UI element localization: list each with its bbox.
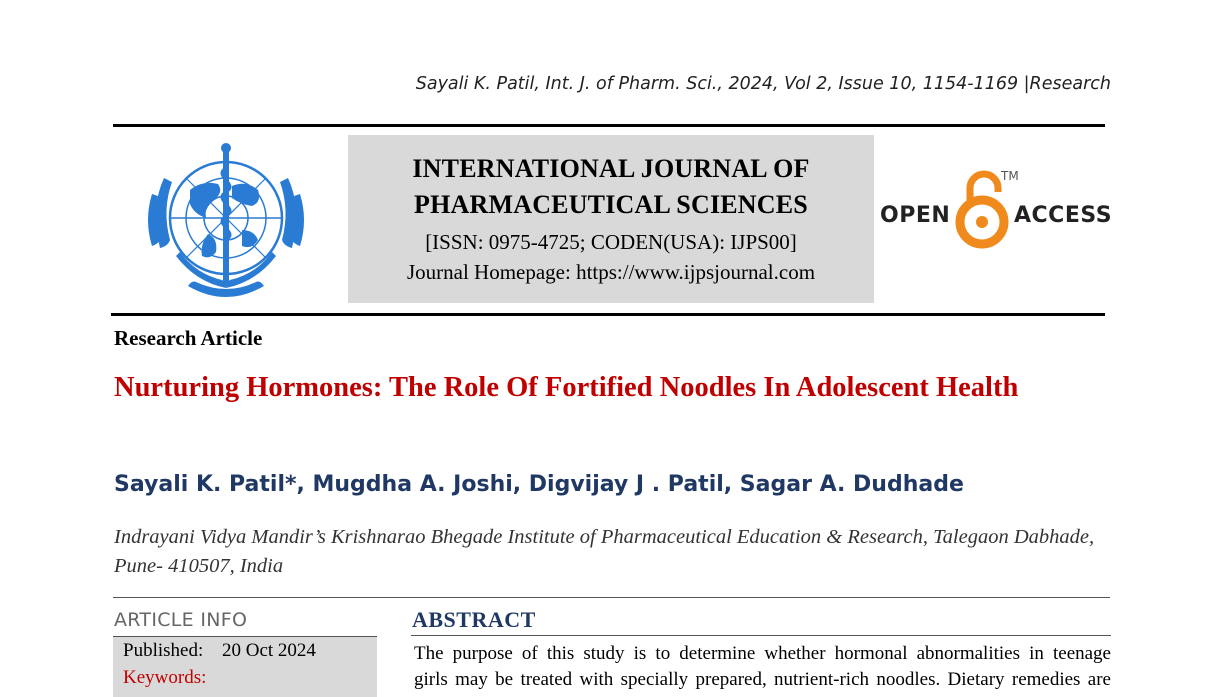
published-row — [123, 640, 316, 662]
who-logo-icon — [128, 138, 324, 304]
published-label: Published: — [123, 640, 204, 661]
keywords-label: Keywords: — [123, 667, 207, 688]
journal-homepage[interactable]: Journal Homepage: https://www.ijpsjournal.com — [406, 260, 816, 284]
citation-header: Sayali K. Patil, Int. J. of Pharm. Sci., 2024, Vol 2, Issue 10, 1154-1169 |Research — [415, 74, 1111, 94]
access-word: ACCESS — [1014, 203, 1113, 228]
journal-title-line2: PHARMACEUTICAL SCIENCES — [414, 190, 808, 219]
journal-info-box — [348, 135, 874, 303]
author-list: Sayali K. Patil*, Mugdha A. Joshi, Digvijay J . Patil, Sagar A. Dudhade — [114, 472, 964, 497]
open-word: OPEN — [880, 203, 951, 228]
section-divider — [113, 597, 1110, 598]
journal-issn: [ISSN: 0975-4725; CODEN(USA): IJPS00] — [425, 230, 797, 254]
abstract-rule — [411, 635, 1111, 636]
article-type: Research Article — [114, 326, 263, 350]
article-title: Nurturing Hormones: The Role Of Fortified Noodles In Adolescent Health — [114, 372, 1019, 403]
journal-title-line1: INTERNATIONAL JOURNAL OF — [412, 154, 810, 183]
header-top-rule — [113, 124, 1105, 127]
open-access-logo — [880, 166, 1113, 256]
abstract-line-2: girls may be treated with specially prepared, nutrient-rich noodles. Dietary remedies are — [414, 669, 1111, 690]
author-affiliation: Indrayani Vidya Mandir’s Krishnarao Bhegade Institute of Pharmaceutical Education & Research, Talegaon Dabhade, Pune- 410507, India — [114, 526, 1095, 577]
abstract-line-1: The purpose of this study is to determine whether hormonal abnormalities in teenage — [414, 643, 1111, 664]
abstract-text — [414, 641, 1111, 693]
header-bottom-rule — [111, 313, 1105, 316]
trademark-mark: TM — [1001, 169, 1019, 183]
abstract-heading: ABSTRACT — [412, 607, 536, 632]
published-date: 20 Oct 2024 — [222, 640, 316, 661]
article-info-heading: ARTICLE INFO — [114, 609, 248, 631]
